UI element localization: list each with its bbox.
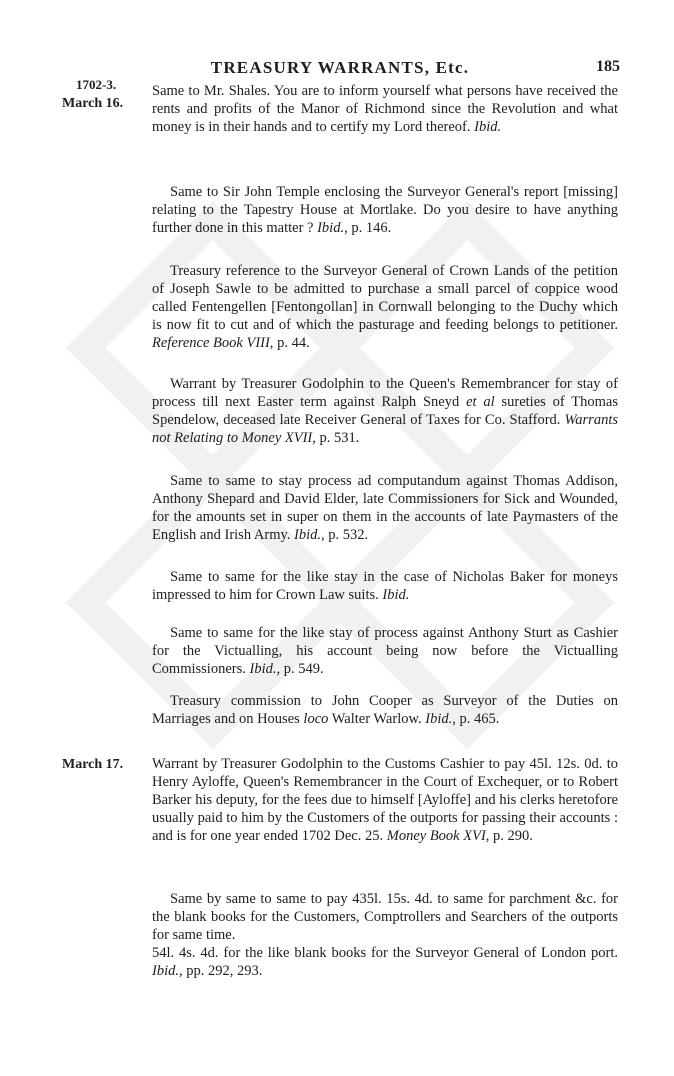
page-header [60, 58, 620, 80]
entry-11 [152, 944, 618, 980]
entry-text: Warrant by Treasurer Godolphin to the Queen's Remembrancer for stay of process till next Easter term against Ralph Sneyd [152, 376, 618, 410]
entry-page-ref: pp. 292, 293. [186, 963, 263, 979]
entry-page-ref: p. 290. [493, 828, 533, 844]
entry-5 [152, 472, 618, 544]
entry-text: Same to same to stay process ad computandum against Thomas Addison, Anthony Shepard and David Elder, late Commissioners for Sick and Wounded, for the amounts set in super on them in the accounts of late Paymasters of the English and Irish Army. [152, 473, 618, 543]
entry-text-continued: sureties of Thomas Spendelow, deceased late Receiver General of Taxes for Co. Stafford. [152, 394, 619, 428]
entry-text-continued: Walter Warlow. [331, 711, 422, 727]
entry-page-ref: p. 44. [277, 335, 310, 351]
entry-7 [152, 624, 618, 678]
entry-text: Same to same for the like stay in the case of Nicholas Baker for moneys impressed to him for Crown Law suits. [152, 569, 618, 603]
entry-reference: Ibid., [317, 220, 348, 236]
entry-8 [152, 692, 618, 728]
entry-reference: Money Book XVI, [386, 828, 490, 844]
entry-text: Treasury reference to the Surveyor General of Crown Lands of the petition of Joseph Sawle to be admitted to purchase a small parcel of coppice wood called Fentengellen [Fentongollan] in Cornwall belonging to the Duchy which is now fit to cut and of which the pasturage and feeding belongs to petitioner. [152, 263, 618, 333]
year-label: 1702-3. [76, 77, 117, 92]
entry-3 [152, 262, 618, 352]
entry-text: 54l. 4s. 4d. for the like blank books for the Surveyor General of London port. [152, 945, 618, 961]
entry-page-ref: p. 549. [283, 661, 324, 677]
entry-text: Same to Mr. Shales. You are to inform yourself what persons have received the rents and profits of the Manor of Richmond since the Revolution and what money is in their hands and to certify my Lord thereof. [152, 83, 618, 135]
entry-reference: Ibid. [474, 119, 502, 135]
entry-reference: Ibid., [152, 963, 183, 979]
page-number: 185 [596, 58, 620, 75]
entry-latin-term: loco [303, 711, 329, 727]
margin-date-march-17: March 17. [62, 757, 124, 772]
entry-latin-term: et al [466, 394, 495, 410]
entry-reference: Ibid., [294, 527, 325, 543]
entry-6 [152, 568, 618, 604]
entry-text: Same to Sir John Temple enclosing the Surveyor General's report [missing] relating to the Tapestry House at Mortlake. Do you desire to have anything further done in this matter ? [152, 184, 618, 236]
entry-page-ref: p. 465. [459, 711, 500, 727]
entry-text: Treasury commission to John Cooper as Surveyor of the Duties on Marriages and on Houses [152, 693, 618, 727]
entry-text: Warrant by Treasurer Godolphin to the Customs Cashier to pay 45l. 12s. 0d. to Henry Ayloffe, Queen's Remembrancer in the Court of Exchequer, or to Robert Barker his deputy, for the fees due to himself [Ayloffe] and his clerks heretofore usually paid to him by the Customers of the outports for passing their accounts : and is for one year ended 1702 Dec. 25. [152, 756, 618, 844]
entry-9 [152, 755, 618, 845]
running-title: TREASURY WARRANTS, Etc. [210, 58, 470, 77]
entry-page-ref: p. 532. [328, 527, 369, 543]
entry-1 [152, 82, 618, 136]
entry-page-ref: p. 146. [351, 220, 392, 236]
entry-reference: Ibid. [382, 587, 410, 603]
entry-page-ref: p. 531. [319, 430, 360, 446]
entry-reference: Ibid., [249, 661, 281, 677]
margin-date-march-16: March 16. [62, 96, 124, 111]
entry-text: Same by same to same to pay 435l. 15s. 4d. to same for parchment &c. for the blank books for the Customers, Comptrollers and Searchers of the outports for same time. [152, 891, 618, 943]
entry-reference: Warrants not Relating to Money XVII, [152, 412, 618, 446]
entry-2 [152, 183, 618, 237]
entry-reference: Ibid., [425, 711, 456, 727]
entry-text: Same to same for the like stay of process against Anthony Sturt as Cashier for the Victualling, his account being now before the Victualling Commissioners. [152, 625, 618, 677]
entry-4 [152, 375, 618, 447]
entry-10 [152, 890, 618, 944]
entry-reference: Reference Book VIII, [152, 335, 274, 351]
